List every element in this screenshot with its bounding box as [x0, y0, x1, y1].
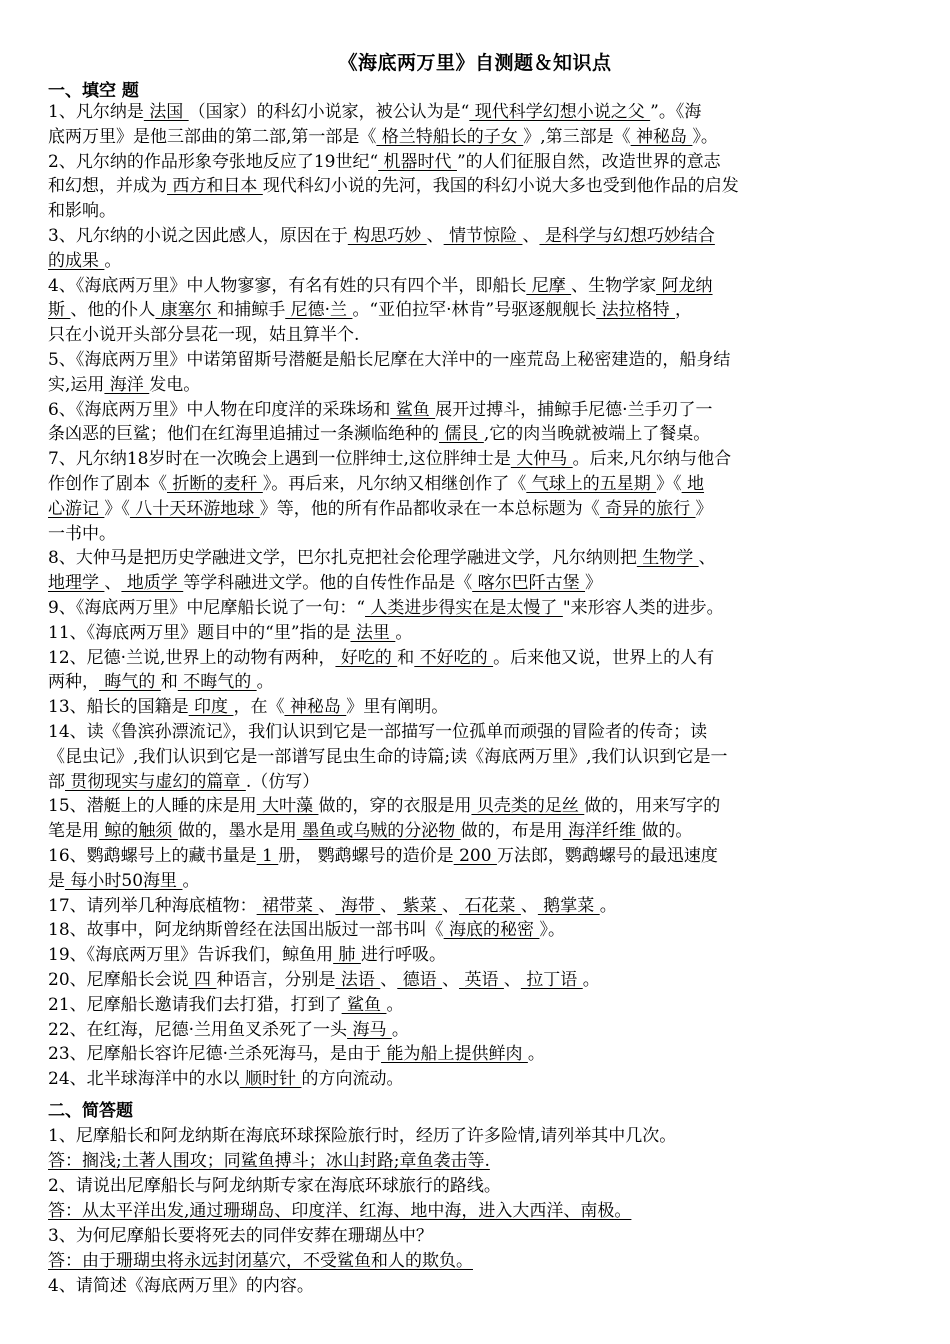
text-segment: 1、凡尔纳是 [48, 102, 144, 122]
answer-blank: 地 [681, 474, 705, 494]
text-segment: 。 [527, 1044, 545, 1065]
answer-blank: 答：搁浅;土著人围攻；同鲨鱼搏斗；冰山封路;章鱼袭击等. [48, 1151, 490, 1171]
text-line [48, 844, 908, 869]
text-segment: 、 [520, 895, 538, 916]
text-segment: 。“亚伯拉罕·林肯”号驱逐舰舰长 [352, 300, 597, 321]
text-line [48, 794, 908, 819]
text-segment: 》《 [104, 498, 130, 519]
text-line [48, 1199, 908, 1224]
text-segment: 。 [599, 895, 617, 916]
text-segment: 发电。 [149, 374, 201, 395]
text-segment: 笔是用 [48, 821, 99, 842]
text-segment: 作创作了剧本《 [48, 474, 167, 494]
text-segment: 条凶恶的巨鲨；他们在红海里追捕过一条濒临绝种的 [48, 424, 439, 445]
text-segment: 11、《海底两万里》题目中的“里”指的是 [48, 622, 351, 643]
answer-blank: 折断的麦秆 [167, 474, 263, 494]
text-segment: ,它的肉当晚就被端上了餐桌。 [483, 424, 711, 445]
text-segment: 》里有阐明。 [346, 697, 449, 718]
answer-blank: 法拉格特 [596, 300, 676, 321]
answer-blank: 阿龙纳 [656, 275, 713, 296]
text-line [48, 1124, 908, 1149]
text-segment: 》 [695, 498, 713, 519]
text-line [48, 1274, 908, 1299]
text-segment: 、 [426, 226, 444, 246]
answer-blank: 英语 [459, 970, 504, 990]
text-line [48, 373, 908, 398]
text-segment: 、 [522, 226, 540, 246]
text-segment: 14、读《鲁滨孙漂流记》，我们认识到它是一部描写一位孤单而顽强的冒险者的传奇；读 [48, 722, 708, 742]
answer-blank: 康塞尔 [155, 300, 218, 321]
text-segment: 24、北半球海洋中的水以 [48, 1069, 240, 1090]
answer-blank: 拉丁语 [520, 970, 583, 990]
text-segment: 》 [585, 573, 603, 594]
text-segment: 和影响。 [48, 201, 116, 222]
text-line [48, 298, 908, 323]
text-segment: 。 [256, 672, 274, 693]
answer-blank: 尼摩 [526, 275, 572, 296]
answer-blank: 法国 [143, 102, 189, 122]
answer-blank: 现代科学幻想小说之父 [469, 102, 651, 122]
text-segment: 和捕鲸手 [217, 300, 286, 321]
text-line [48, 348, 908, 373]
text-line [48, 546, 908, 571]
answer-blank: 神秘岛 [630, 126, 693, 147]
answer-blank: 情节惊险 [443, 226, 523, 246]
answer-blank: 的成果 [48, 250, 105, 271]
text-line [48, 497, 908, 522]
text-line [48, 571, 908, 596]
text-line [48, 894, 908, 919]
answer-blank: 人类进步得实在是太慢了 [365, 598, 563, 618]
answer-blank: 地理学 [48, 573, 105, 594]
text-segment: 2、凡尔纳的作品形象夸张地反应了19世纪“ [48, 151, 379, 172]
answer-blank: 法语 [335, 970, 381, 990]
answer-blank: 四 [188, 970, 217, 990]
text-segment: 等学科融进文学。他的自传性作品是《 [183, 573, 473, 594]
answer-blank: 答：由于珊瑚虫将永远封闭墓穴，不受鲨鱼和人的欺负。 [48, 1251, 473, 1271]
text-segment: 是 [48, 870, 65, 891]
answer-blank: 地质学 [121, 573, 184, 594]
text-line [48, 1174, 908, 1199]
section-heading-short-answer: 二、简答题 [48, 1101, 133, 1121]
text-segment: 种语言，分别是 [216, 970, 336, 990]
answer-blank: 每小时50海里 [65, 870, 183, 891]
text-segment: 4、《海底两万里》中人物寥寥，有名有姓的只有四个半，即船长 [48, 275, 527, 296]
answer-blank: 能为船上提供鲜肉 [381, 1044, 528, 1065]
answer-blank: 墨鱼或乌贼的分泌物 [296, 821, 461, 842]
text-line [48, 100, 908, 125]
text-segment: 18、故事中，阿龙纳斯曾经在法国出版过一部书叫《 [48, 920, 444, 941]
text-segment: 23、尼摩船长容许尼德·兰杀死海马，是由于 [48, 1044, 382, 1065]
text-line [48, 1224, 908, 1249]
text-line [48, 720, 908, 745]
text-segment: 7、凡尔纳18岁时在一次晚会上遇到一位胖绅士,这位胖绅士是 [48, 449, 511, 470]
text-line [48, 819, 908, 844]
text-segment: ”的人们征服自然，改造世界的意志 [456, 151, 721, 172]
answer-blank: 裙带菜 [256, 895, 319, 916]
answer-blank: 尼德·兰 [285, 300, 353, 321]
answer-blank: 200 [453, 846, 497, 866]
text-segment: "来形容人类的进步。 [562, 598, 724, 618]
text-segment: 两种， [48, 672, 99, 693]
answer-blank: 石花菜 [459, 895, 521, 916]
text-line [48, 770, 908, 795]
text-segment: 只在小说开头部分昙花一现，姑且算半个. [48, 325, 360, 346]
text-segment: 一书中。 [48, 523, 116, 544]
text-segment: 、 [442, 970, 460, 990]
text-segment: 、 [318, 895, 336, 916]
text-segment: 和 [397, 647, 415, 668]
text-segment: 现代科幻小说的先河，我国的科幻小说大多也受到他作品的启发 [262, 176, 739, 197]
page-title: 《海底两万里》自测题＆知识点 [338, 52, 612, 74]
text-segment: 》,第三部是《 [523, 126, 631, 147]
answer-blank: 机器时代 [378, 151, 457, 172]
text-line [48, 646, 908, 671]
text-segment: 》。 [692, 126, 718, 147]
text-line [48, 1149, 908, 1174]
text-segment: 1、尼摩船长和阿龙纳斯在海底环球探险旅行时，经历了许多险情,请列举其中几次。 [48, 1126, 677, 1146]
text-line [48, 174, 908, 199]
text-segment: 16、鹦鹉螺号上的藏书量是 [48, 846, 257, 866]
text-segment: 12、尼德·兰说,世界上的动物有两种， [48, 647, 336, 668]
text-segment: 。 [391, 1019, 409, 1040]
text-segment: 、 [442, 895, 460, 916]
text-segment: 6、《海底两万里》中人物在印度洋的采珠场和 [48, 399, 391, 420]
text-line [48, 249, 908, 274]
text-segment: 19、《海底两万里》告诉我们，鲸鱼用 [48, 945, 334, 966]
text-segment: 、他的仆人 [70, 300, 156, 321]
text-segment: 做的，用来写字的 [584, 796, 721, 817]
text-line [48, 993, 908, 1018]
answer-blank: 鲨鱼 [390, 399, 436, 420]
answer-blank: 紫菜 [397, 895, 443, 916]
answer-blank: 心游记 [48, 498, 105, 519]
answer-blank: 儒艮 [439, 424, 484, 445]
text-line [48, 447, 908, 472]
text-segment: 、 [380, 895, 398, 916]
text-segment: 17、请列举几种海底植物： [48, 895, 257, 916]
text-segment: 万法郎，鹦鹉螺号的最迅速度 [496, 846, 718, 866]
text-segment: 15、潜艇上的人睡的床是用 [48, 796, 257, 817]
text-segment: 部 [48, 771, 65, 792]
answer-blank: 晦气的 [99, 672, 161, 693]
text-segment: ”。《海 [650, 102, 702, 122]
answer-blank: 构思巧妙 [347, 226, 427, 246]
text-segment: 。 [182, 870, 200, 891]
text-segment: 》等，他的所有作品都收录在一本总标题为《 [259, 498, 600, 519]
answer-blank: 海马 [347, 1019, 392, 1040]
answer-blank: 不晦气的 [177, 672, 257, 693]
answer-blank: 神秘岛 [284, 697, 347, 718]
answer-blank: 印度 [188, 697, 234, 718]
text-segment: 做的，墨水是用 [177, 821, 297, 842]
text-line [48, 1249, 908, 1274]
text-line [48, 695, 908, 720]
answer-blank: 顺时针 [239, 1069, 302, 1090]
answer-blank: 贝壳类的足丝 [471, 796, 585, 817]
answer-blank: 西方和日本 [167, 176, 263, 197]
text-line [48, 522, 908, 547]
text-segment: 、生物学家 [571, 275, 657, 296]
text-line [48, 224, 908, 249]
text-segment: 、 [380, 970, 398, 990]
answer-blank: 鲨鱼 [341, 994, 387, 1015]
text-segment: 、 [104, 573, 122, 594]
text-segment: 5、《海底两万里》中诺第留斯号潜艇是船长尼摩在大洋中的一座荒岛上秘密建造的，船身结 [48, 350, 731, 370]
text-segment: 13、船长的国籍是 [48, 697, 189, 718]
text-segment: 》。再后来，凡尔纳又相继创作了《 [262, 474, 527, 494]
text-segment: 做的。 [641, 821, 693, 842]
answer-blank: 大叶藻 [256, 796, 319, 817]
text-segment: 做的，布是用 [460, 821, 563, 842]
text-segment: 进行呼吸。 [360, 945, 446, 966]
text-segment: .（仿写） [245, 771, 320, 792]
answer-blank: 气球上的五星期 [526, 474, 657, 494]
text-line [48, 125, 908, 150]
answer-blank: 大仲马 [510, 449, 573, 470]
text-segment: 》《 [656, 474, 682, 494]
answer-blank: 德语 [397, 970, 443, 990]
answer-blank: 八十天环游地球 [129, 498, 260, 519]
text-segment: 、 [503, 970, 521, 990]
text-segment: 2、请说出尼摩船长与阿龙纳斯专家在海底环球旅行的路线。 [48, 1176, 501, 1196]
answer-blank: 海带 [335, 895, 381, 916]
text-segment: 。 [104, 250, 122, 271]
text-segment: 8、大仲马是把历史学融进文学，巴尔扎克把社会伦理学融进文学，凡尔纳则把 [48, 548, 637, 569]
answer-blank: 斯 [48, 300, 71, 321]
text-segment: 9、《海底两万里》中尼摩船长说了一句：“ [48, 598, 366, 618]
text-segment: 21、尼摩船长邀请我们去打猎，打到了 [48, 994, 342, 1015]
text-segment: 和幻想，并成为 [48, 176, 167, 197]
text-segment: 。后来,凡尔纳与他合 [572, 449, 732, 470]
text-segment: ，在《 [233, 697, 285, 718]
text-line [48, 968, 908, 993]
text-segment: 《昆虫记》,我们认识到它是一部谱写昆虫生命的诗篇;读《海底两万里》,我们认识到它是一 [48, 746, 728, 767]
text-segment: 和 [160, 672, 178, 693]
text-line [48, 1042, 908, 1067]
text-segment: 4、请简述《海底两万里》的内容。 [48, 1276, 314, 1296]
answer-blank: 法里 [350, 622, 396, 643]
text-segment: 、 [698, 548, 716, 569]
text-line [48, 1067, 908, 1092]
answer-blank: 鲸的触须 [99, 821, 178, 842]
text-segment: ， [675, 300, 693, 321]
text-line [48, 670, 908, 695]
text-segment: 。后来他又说，世界上的人有 [493, 647, 715, 668]
text-segment: 的方向流动。 [301, 1069, 404, 1090]
text-segment: 22、在红海，尼德·兰用鱼叉杀死了一头 [48, 1019, 348, 1040]
answer-blank: 海洋纤维 [562, 821, 642, 842]
text-segment: （国家）的科幻小说家，被公认为是“ [188, 102, 470, 122]
answer-blank: 1 [256, 846, 279, 866]
text-segment: 实,运用 [48, 374, 105, 395]
answer-blank: 海底的秘密 [443, 920, 540, 941]
answer-blank: 是科学与幻想巧妙结合 [539, 226, 715, 246]
text-segment: 册， 鹦鹉螺号的造价是 [278, 846, 454, 866]
answer-blank: 贯彻现实与虚幻的篇章 [65, 771, 246, 792]
text-line [48, 323, 908, 348]
answer-blank: 生物学 [636, 548, 699, 569]
text-line [48, 621, 908, 646]
answer-blank: 喀尔巴阡古堡 [472, 573, 586, 594]
text-segment: 。 [582, 970, 600, 990]
text-segment: 。 [395, 622, 413, 643]
text-line [48, 596, 908, 621]
text-segment: 3、凡尔纳的小说之因此感人，原因在于 [48, 226, 348, 246]
answer-blank: 肺 [333, 945, 361, 966]
answer-blank: 格兰特船长的子女 [376, 126, 524, 147]
answer-blank: 奇异的旅行 [599, 498, 696, 519]
text-segment: 底两万里》是他三部曲的第二部,第一部是《 [48, 126, 377, 147]
text-segment: 做的，穿的衣服是用 [318, 796, 472, 817]
text-line [48, 869, 908, 894]
text-line [48, 1018, 908, 1043]
text-line [48, 745, 908, 770]
text-line [48, 274, 908, 299]
text-segment: 展开过搏斗，捕鲸手尼德·兰手刃了一 [435, 399, 713, 420]
text-line [48, 150, 908, 175]
text-segment: 20、尼摩船长会说 [48, 970, 189, 990]
answer-blank: 好吃的 [335, 647, 398, 668]
answer-blank: 不好吃的 [414, 647, 494, 668]
text-line [48, 472, 908, 497]
text-segment: 3、为何尼摩船长要将死去的同伴安葬在珊瑚丛中？ [48, 1226, 433, 1246]
text-line [48, 422, 908, 447]
answer-blank: 海洋 [104, 374, 150, 395]
text-line [48, 943, 908, 968]
text-segment: 》。 [539, 920, 565, 941]
section-heading-fill-blank: 一、填空 题 [48, 81, 139, 101]
text-segment: 。 [386, 994, 404, 1015]
text-line [48, 199, 908, 224]
answer-blank: 鹅掌菜 [537, 895, 600, 916]
text-line [48, 398, 908, 423]
text-line [48, 918, 908, 943]
answer-blank: 答：从太平洋出发,通过珊瑚岛、印度洋、红海、地中海，进入大西洋、南极。 [48, 1201, 632, 1221]
